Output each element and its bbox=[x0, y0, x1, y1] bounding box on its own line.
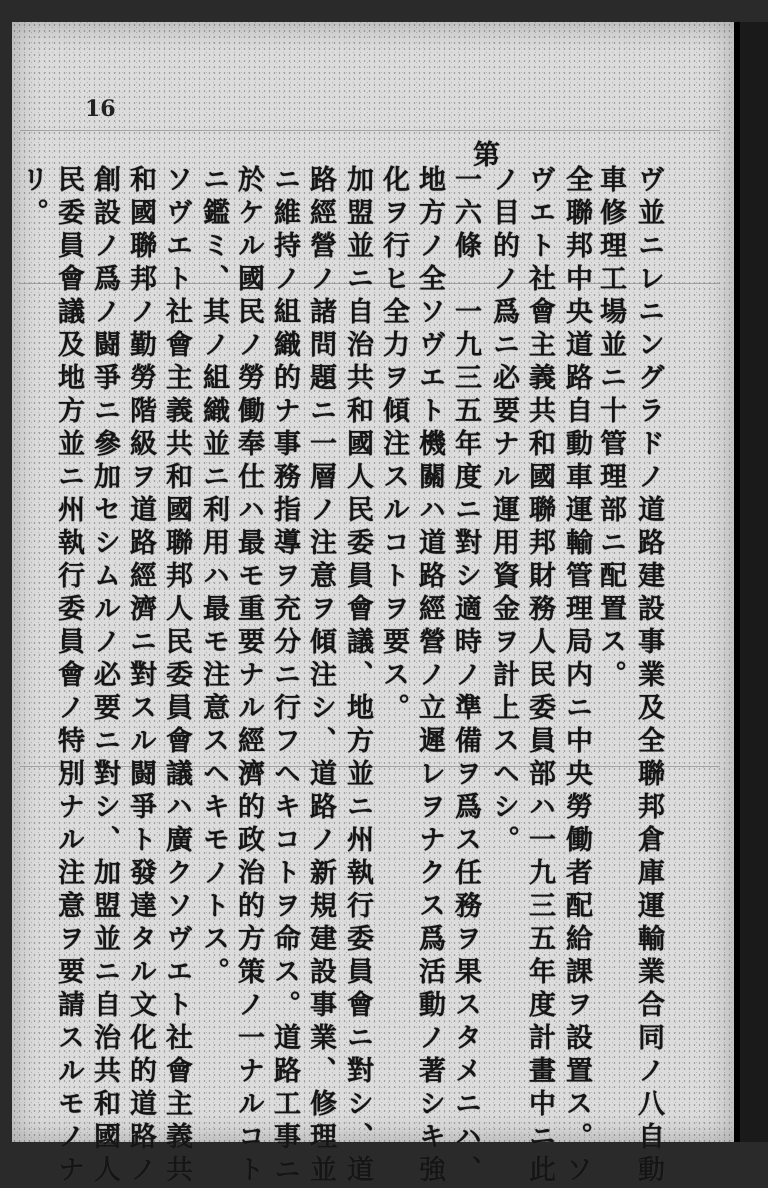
text-column-18: リ。 bbox=[17, 165, 48, 231]
text-column-12: 於ケル國民ノ勞働奉仕ハ最モ重要ナル經濟的政治的方策ノ一ナルコト bbox=[233, 165, 264, 1188]
text-column-5: ノ目的ノ爲ニ必要ナル運用資金ヲ計上スヘシ。 bbox=[488, 165, 519, 858]
text-column-10: 路經營ノ諸問題ニ一層ノ注意ヲ傾注シ、道路ノ新規建設事業、修理並 bbox=[305, 165, 336, 1188]
page-number: 16 bbox=[85, 96, 116, 122]
text-column-4: ヴエト社會主義共和國聯邦財務人民委員部ハ一九三五年度計畫中ニ此 bbox=[524, 165, 555, 1188]
text-column-6: 一六條 一九三五年度ニ對シ適時ノ準備ヲ爲ス任務ヲ果スタメニハ、 bbox=[450, 165, 481, 1188]
text-column-11: ニ維持ノ組織的ナ事務指導ヲ充分ニ行フヘキコトヲ命ス。道路工事ニ bbox=[269, 165, 300, 1188]
text-column-1: ヴ並ニレニングラドノ道路建設事業及全聯邦倉庫運輸業合同ノ八自動 bbox=[633, 165, 664, 1188]
text-column-7: 地方ノ全ソヴエト機關ハ道路經營ノ立遲レヲナクス爲活動ノ著シキ強 bbox=[414, 165, 445, 1188]
text-column-14: ソヴエト社會主義共和國聯邦人民委員會議ハ廣クソヴエト社會主義共 bbox=[161, 165, 192, 1188]
text-column-17: 民委員會議及地方並ニ州執行委員會ノ特別ナル注意ヲ要請スルモノナ bbox=[53, 165, 84, 1188]
scan-right-edge bbox=[734, 22, 768, 1142]
text-column-8: 化ヲ行ヒ全力ヲ傾注スルコトヲ要ス。 bbox=[378, 165, 409, 726]
text-column-9: 加盟並ニ自治共和國人民委員會議、地方並ニ州執行委員會ニ對シ、道 bbox=[342, 165, 373, 1188]
text-column-2: 車修理工場並ニ十管理部ニ配置ス。 bbox=[595, 165, 626, 693]
text-column-13: ニ鑑ミ、其ノ組織並ニ利用ハ最モ注意スヘキモノトス。 bbox=[198, 165, 229, 990]
text-column-3: 全聯邦中央道路自動車運輸管理局内ニ中央勞働者配給課ヲ設置ス。ソ bbox=[561, 165, 592, 1188]
text-column-15: 和國聯邦ノ勤勞階級ヲ道路經濟ニ對スル闘爭ト發達タル文化的道路ノ bbox=[125, 165, 156, 1188]
section-header-char: 第 bbox=[468, 140, 499, 173]
ruled-line bbox=[20, 130, 720, 131]
text-column-16: 創設ノ爲ノ闘爭ニ參加セシムルノ必要ニ對シ、加盟並ニ自治共和國人 bbox=[89, 165, 120, 1188]
